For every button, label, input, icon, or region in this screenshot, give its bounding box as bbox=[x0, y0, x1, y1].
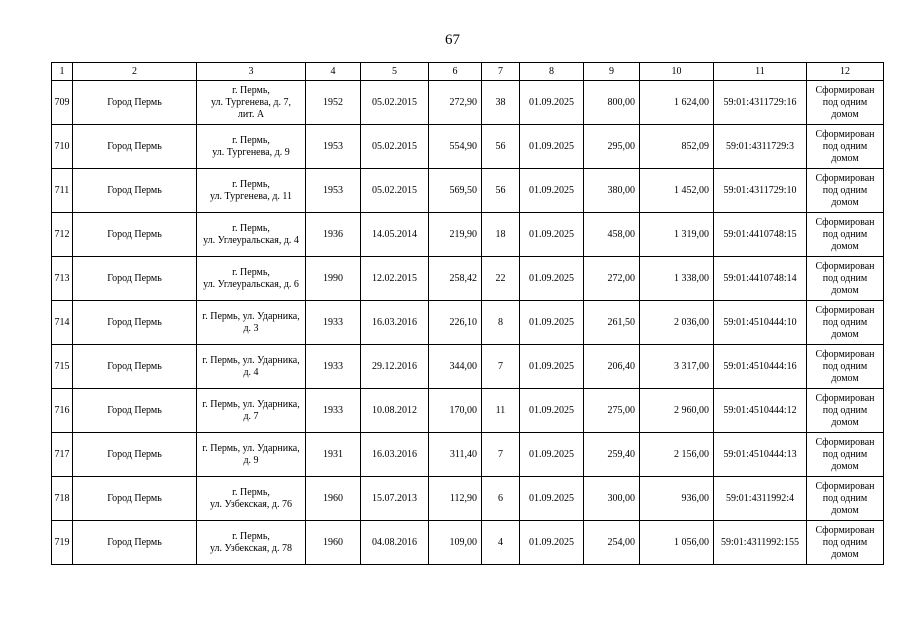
municipality-cell: Город Пермь bbox=[73, 433, 197, 477]
table-row bbox=[52, 345, 884, 389]
cadastral-number-cell: 59:01:4311729:16 bbox=[714, 81, 807, 125]
land-status-cell: Сформирован под одним домом bbox=[807, 213, 884, 257]
land-area-cell: 1 056,00 bbox=[640, 521, 714, 565]
land-area-cell: 936,00 bbox=[640, 477, 714, 521]
address-cell: г. Пермь, ул. Ударника, д. 9 bbox=[197, 433, 306, 477]
value-cell: 300,00 bbox=[584, 477, 640, 521]
build-year-cell: 1933 bbox=[306, 345, 361, 389]
value-cell: 259,40 bbox=[584, 433, 640, 477]
build-year-cell: 1953 bbox=[306, 169, 361, 213]
column-number-row bbox=[52, 63, 884, 81]
row-number-cell: 719 bbox=[52, 521, 73, 565]
municipality-cell: Город Пермь bbox=[73, 521, 197, 565]
land-status-cell: Сформирован под одним домом bbox=[807, 345, 884, 389]
count-cell: 22 bbox=[482, 257, 520, 301]
table-row bbox=[52, 521, 884, 565]
date-cell: 05.02.2015 bbox=[361, 81, 429, 125]
value-cell: 458,00 bbox=[584, 213, 640, 257]
land-status-cell: Сформирован под одним домом bbox=[807, 433, 884, 477]
count-cell: 56 bbox=[482, 125, 520, 169]
build-year-cell: 1953 bbox=[306, 125, 361, 169]
deadline-date-cell: 01.09.2025 bbox=[520, 169, 584, 213]
column-header: 12 bbox=[807, 63, 884, 81]
table-row bbox=[52, 213, 884, 257]
land-area-cell: 1 319,00 bbox=[640, 213, 714, 257]
count-cell: 38 bbox=[482, 81, 520, 125]
address-cell: г. Пермь, ул. Ударника, д. 3 bbox=[197, 301, 306, 345]
land-area-cell: 852,09 bbox=[640, 125, 714, 169]
count-cell: 7 bbox=[482, 433, 520, 477]
deadline-date-cell: 01.09.2025 bbox=[520, 213, 584, 257]
build-year-cell: 1960 bbox=[306, 477, 361, 521]
land-status-cell: Сформирован под одним домом bbox=[807, 125, 884, 169]
cadastral-number-cell: 59:01:4510444:16 bbox=[714, 345, 807, 389]
municipality-cell: Город Пермь bbox=[73, 389, 197, 433]
column-header: 1 bbox=[52, 63, 73, 81]
address-cell: г. Пермь, ул. Ударника, д. 4 bbox=[197, 345, 306, 389]
cadastral-number-cell: 59:01:4311992:4 bbox=[714, 477, 807, 521]
row-number-cell: 711 bbox=[52, 169, 73, 213]
cadastral-number-cell: 59:01:4510444:13 bbox=[714, 433, 807, 477]
date-cell: 15.07.2013 bbox=[361, 477, 429, 521]
table-row bbox=[52, 433, 884, 477]
area-cell: 344,00 bbox=[429, 345, 482, 389]
date-cell: 04.08.2016 bbox=[361, 521, 429, 565]
date-cell: 05.02.2015 bbox=[361, 169, 429, 213]
date-cell: 16.03.2016 bbox=[361, 433, 429, 477]
date-cell: 14.05.2014 bbox=[361, 213, 429, 257]
address-cell: г. Пермь, ул. Углеуральская, д. 6 bbox=[197, 257, 306, 301]
row-number-cell: 715 bbox=[52, 345, 73, 389]
column-header: 2 bbox=[73, 63, 197, 81]
row-number-cell: 712 bbox=[52, 213, 73, 257]
value-cell: 275,00 bbox=[584, 389, 640, 433]
column-header: 3 bbox=[197, 63, 306, 81]
build-year-cell: 1933 bbox=[306, 389, 361, 433]
cadastral-number-cell: 59:01:4510444:10 bbox=[714, 301, 807, 345]
deadline-date-cell: 01.09.2025 bbox=[520, 125, 584, 169]
build-year-cell: 1990 bbox=[306, 257, 361, 301]
deadline-date-cell: 01.09.2025 bbox=[520, 257, 584, 301]
address-cell: г. Пермь, ул. Тургенева, д. 11 bbox=[197, 169, 306, 213]
row-number-cell: 713 bbox=[52, 257, 73, 301]
land-area-cell: 2 036,00 bbox=[640, 301, 714, 345]
municipality-cell: Город Пермь bbox=[73, 125, 197, 169]
area-cell: 226,10 bbox=[429, 301, 482, 345]
deadline-date-cell: 01.09.2025 bbox=[520, 477, 584, 521]
deadline-date-cell: 01.09.2025 bbox=[520, 345, 584, 389]
count-cell: 56 bbox=[482, 169, 520, 213]
count-cell: 11 bbox=[482, 389, 520, 433]
date-cell: 10.08.2012 bbox=[361, 389, 429, 433]
land-area-cell: 1 338,00 bbox=[640, 257, 714, 301]
date-cell: 29.12.2016 bbox=[361, 345, 429, 389]
cadastral-number-cell: 59:01:4510444:12 bbox=[714, 389, 807, 433]
table-row bbox=[52, 389, 884, 433]
municipality-cell: Город Пермь bbox=[73, 477, 197, 521]
value-cell: 295,00 bbox=[584, 125, 640, 169]
deadline-date-cell: 01.09.2025 bbox=[520, 301, 584, 345]
count-cell: 6 bbox=[482, 477, 520, 521]
address-cell: г. Пермь, ул. Узбекская, д. 78 bbox=[197, 521, 306, 565]
column-header: 7 bbox=[482, 63, 520, 81]
land-status-cell: Сформирован под одним домом bbox=[807, 257, 884, 301]
address-cell: г. Пермь, ул. Тургенева, д. 7, лит. А bbox=[197, 81, 306, 125]
count-cell: 8 bbox=[482, 301, 520, 345]
area-cell: 258,42 bbox=[429, 257, 482, 301]
land-area-cell: 1 452,00 bbox=[640, 169, 714, 213]
column-header: 6 bbox=[429, 63, 482, 81]
count-cell: 18 bbox=[482, 213, 520, 257]
table-row bbox=[52, 81, 884, 125]
build-year-cell: 1931 bbox=[306, 433, 361, 477]
land-status-cell: Сформирован под одним домом bbox=[807, 521, 884, 565]
cadastral-number-cell: 59:01:4311729:10 bbox=[714, 169, 807, 213]
build-year-cell: 1960 bbox=[306, 521, 361, 565]
housing-registry-table bbox=[51, 62, 884, 565]
deadline-date-cell: 01.09.2025 bbox=[520, 81, 584, 125]
land-area-cell: 2 960,00 bbox=[640, 389, 714, 433]
municipality-cell: Город Пермь bbox=[73, 169, 197, 213]
table-row bbox=[52, 257, 884, 301]
column-header: 8 bbox=[520, 63, 584, 81]
row-number-cell: 718 bbox=[52, 477, 73, 521]
land-status-cell: Сформирован под одним домом bbox=[807, 81, 884, 125]
column-header: 10 bbox=[640, 63, 714, 81]
address-cell: г. Пермь, ул. Углеуральская, д. 4 bbox=[197, 213, 306, 257]
address-cell: г. Пермь, ул. Ударника, д. 7 bbox=[197, 389, 306, 433]
value-cell: 261,50 bbox=[584, 301, 640, 345]
column-header: 11 bbox=[714, 63, 807, 81]
land-area-cell: 2 156,00 bbox=[640, 433, 714, 477]
municipality-cell: Город Пермь bbox=[73, 213, 197, 257]
value-cell: 206,40 bbox=[584, 345, 640, 389]
land-status-cell: Сформирован под одним домом bbox=[807, 389, 884, 433]
land-status-cell: Сформирован под одним домом bbox=[807, 301, 884, 345]
deadline-date-cell: 01.09.2025 bbox=[520, 521, 584, 565]
land-status-cell: Сформирован под одним домом bbox=[807, 477, 884, 521]
date-cell: 05.02.2015 bbox=[361, 125, 429, 169]
table-row bbox=[52, 125, 884, 169]
value-cell: 380,00 bbox=[584, 169, 640, 213]
build-year-cell: 1952 bbox=[306, 81, 361, 125]
municipality-cell: Город Пермь bbox=[73, 257, 197, 301]
area-cell: 272,90 bbox=[429, 81, 482, 125]
deadline-date-cell: 01.09.2025 bbox=[520, 389, 584, 433]
area-cell: 311,40 bbox=[429, 433, 482, 477]
area-cell: 109,00 bbox=[429, 521, 482, 565]
land-status-cell: Сформирован под одним домом bbox=[807, 169, 884, 213]
area-cell: 554,90 bbox=[429, 125, 482, 169]
municipality-cell: Город Пермь bbox=[73, 345, 197, 389]
cadastral-number-cell: 59:01:4311729:3 bbox=[714, 125, 807, 169]
build-year-cell: 1936 bbox=[306, 213, 361, 257]
row-number-cell: 717 bbox=[52, 433, 73, 477]
cadastral-number-cell: 59:01:4311992:155 bbox=[714, 521, 807, 565]
row-number-cell: 716 bbox=[52, 389, 73, 433]
value-cell: 254,00 bbox=[584, 521, 640, 565]
count-cell: 4 bbox=[482, 521, 520, 565]
table-row bbox=[52, 301, 884, 345]
date-cell: 12.02.2015 bbox=[361, 257, 429, 301]
column-header: 5 bbox=[361, 63, 429, 81]
row-number-cell: 710 bbox=[52, 125, 73, 169]
row-number-cell: 709 bbox=[52, 81, 73, 125]
area-cell: 112,90 bbox=[429, 477, 482, 521]
table-body bbox=[52, 63, 884, 565]
deadline-date-cell: 01.09.2025 bbox=[520, 433, 584, 477]
column-header: 4 bbox=[306, 63, 361, 81]
table-row bbox=[52, 169, 884, 213]
area-cell: 170,00 bbox=[429, 389, 482, 433]
area-cell: 569,50 bbox=[429, 169, 482, 213]
municipality-cell: Город Пермь bbox=[73, 81, 197, 125]
address-cell: г. Пермь, ул. Узбекская, д. 76 bbox=[197, 477, 306, 521]
cadastral-number-cell: 59:01:4410748:15 bbox=[714, 213, 807, 257]
build-year-cell: 1933 bbox=[306, 301, 361, 345]
value-cell: 800,00 bbox=[584, 81, 640, 125]
row-number-cell: 714 bbox=[52, 301, 73, 345]
cadastral-number-cell: 59:01:4410748:14 bbox=[714, 257, 807, 301]
address-cell: г. Пермь, ул. Тургенева, д. 9 bbox=[197, 125, 306, 169]
area-cell: 219,90 bbox=[429, 213, 482, 257]
date-cell: 16.03.2016 bbox=[361, 301, 429, 345]
table-row bbox=[52, 477, 884, 521]
column-header: 9 bbox=[584, 63, 640, 81]
land-area-cell: 1 624,00 bbox=[640, 81, 714, 125]
page-number: 67 bbox=[445, 32, 460, 48]
count-cell: 7 bbox=[482, 345, 520, 389]
municipality-cell: Город Пермь bbox=[73, 301, 197, 345]
value-cell: 272,00 bbox=[584, 257, 640, 301]
land-area-cell: 3 317,00 bbox=[640, 345, 714, 389]
